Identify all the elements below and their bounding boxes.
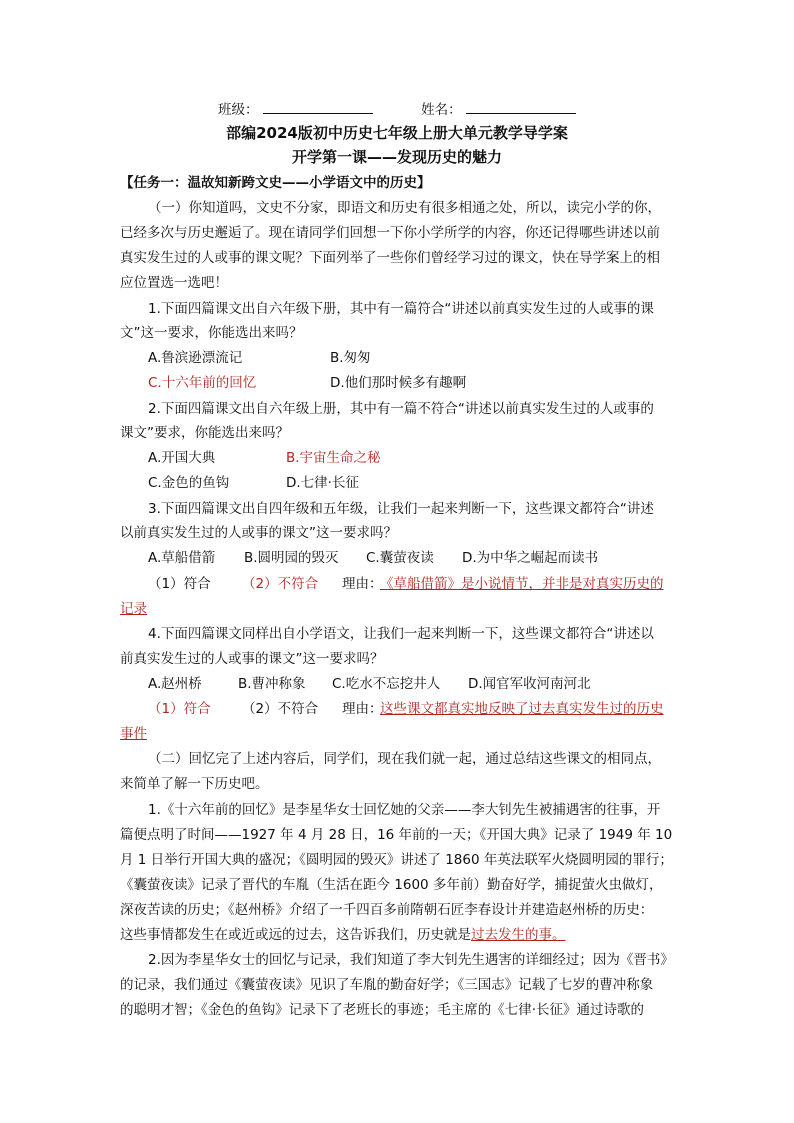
q4-line-1: 4.下面四篇课文同样出自小学语文，让我们一起来判断一下，这些课文都符合“讲述以: [148, 626, 654, 642]
name-blank[interactable]: [466, 100, 576, 114]
q4-choice-no[interactable]: （2）不符合: [242, 701, 319, 717]
p2-line-1: 2.因为李星华女士的回忆与记录，我们知道了李大钊先生遇害的详细经过；因为《晋书》: [148, 952, 674, 968]
q3-reason-label: 理由：: [342, 576, 383, 592]
q3-choice-no[interactable]: （2）不符合: [242, 576, 319, 592]
intro-line-1: （一）你知道吗，文史不分家，即语文和历史有很多相通之处，所以，读完小学的你，: [148, 200, 661, 216]
q4-line-2: 前真实发生过的人或事的课文”这一要求吗？: [120, 651, 384, 667]
p1-line-4: 《囊萤夜读》记录了晋代的车胤（生活在距今 1600 多年前）勤奋好学，捕捉萤火虫做灯，: [120, 877, 663, 893]
q4-option-b[interactable]: B.曹冲称象: [238, 676, 306, 692]
q4-option-c[interactable]: C.吃水不忘挖井人: [332, 676, 441, 692]
class-blank[interactable]: [263, 100, 373, 114]
q2-option-d[interactable]: D.七律·长征: [286, 475, 359, 491]
part2-line-1: （二）回忆完了上述内容后，同学们，现在我们就一起，通过总结这些课文的相同点，: [148, 751, 661, 767]
header-row: [218, 100, 778, 119]
p2-line-3: 的聪明才智；《金色的鱼钩》记录下了老班长的事迹；毛主席的《七律·长征》通过诗歌的: [120, 1002, 645, 1018]
q1-option-c[interactable]: C.十六年前的回忆: [148, 375, 257, 391]
p1-line-2: 篇便点明了时间——1927 年 4 月 28 日，16 年前的一天；《开国大典》记录了 1949 年 10: [120, 827, 673, 843]
q3-option-b[interactable]: B.圆明园的毁灭: [244, 550, 339, 566]
q3-option-d[interactable]: D.为中华之崛起而读书: [462, 550, 599, 566]
q4-reason-label: 理由：: [342, 701, 383, 717]
intro-line-2: 已经多次与历史邂逅了。现在请同学们回想一下你小学所学的内容，你还记得哪些讲述以前: [120, 225, 660, 241]
q1-line-2: 文”这一要求，你能选出来吗？: [120, 325, 303, 341]
q4-option-d[interactable]: D.闻官军收河南河北: [468, 676, 591, 692]
q3-option-a[interactable]: A.草船借箭: [148, 550, 216, 566]
doc-subtitle: 开学第一课——发现历史的魅力: [291, 148, 502, 166]
q3-reason-text: 《草船借箭》是小说情节，并非是对真实历史的: [380, 576, 664, 592]
p1-line-6-text: 这些事情都发生在或近或远的过去，这告诉我们，历史就是: [120, 927, 471, 943]
part2-line-2: 来简单了解一下历史吧。: [120, 776, 269, 792]
p1-line-3: 月 1 日举行开国大典的盛况；《圆明园的毁灭》讲述了 1860 年英法联军火烧圆明园的罪行；: [120, 852, 673, 868]
p1-line-6: [120, 926, 680, 944]
q3-reason-text-cont: 记录: [120, 601, 147, 617]
q4-option-a[interactable]: A.赵州桥: [148, 676, 202, 692]
q2-option-b[interactable]: B.宇宙生命之秘: [286, 450, 381, 466]
p2-line-2: 的记录，我们通过《囊萤夜读》见识了车胤的勤奋好学；《三国志》记载了七岁的曹冲称象: [120, 977, 654, 993]
task1-heading: 【任务一：温故知新跨文史——小学语文中的历史】: [120, 175, 431, 191]
q3-line-1: 3.下面四篇课文出自四年级和五年级，让我们一起来判断一下，这些课文都符合“讲述: [148, 501, 654, 517]
class-label: 班级：: [218, 102, 259, 118]
q1-option-a[interactable]: A.鲁滨逊漂流记: [148, 350, 243, 366]
q3-line-2: 以前真实发生过的人或事的课文”这一要求吗？: [120, 525, 397, 541]
q2-option-a[interactable]: A.开国大典: [148, 450, 216, 466]
p1-line-5: 深夜苦读的历史；《赵州桥》介绍了一千四百多前隋朝石匠李春设计并建造赵州桥的历史：: [120, 902, 654, 918]
p1-answer: 过去发生的事。: [471, 927, 566, 943]
intro-line-4: 应位置选一选吧！: [120, 275, 228, 291]
q2-line-1: 2.下面四篇课文出自六年级上册，其中有一篇不符合“讲述以前真实发生过的人或事的: [148, 401, 654, 417]
q1-option-b[interactable]: B.匆匆: [330, 350, 371, 366]
doc-title: 部编2024版初中历史七年级上册大单元教学导学案: [226, 124, 568, 142]
q3-choice-yes[interactable]: （1）符合: [148, 576, 211, 592]
p1-line-1: 1.《十六年前的回忆》是李星华女士回忆她的父亲——李大钊先生被捕遇害的往事，开: [148, 802, 661, 818]
q3-option-c[interactable]: C.囊萤夜读: [366, 550, 434, 566]
q1-line-1: 1.下面四篇课文出自六年级下册，其中有一篇符合“讲述以前真实发生过的人或事的课: [148, 301, 654, 317]
q4-reason-text-cont: 事件: [120, 726, 147, 742]
q1-option-d[interactable]: D.他们那时候多有趣啊: [330, 375, 467, 391]
name-label: 姓名：: [421, 102, 462, 118]
q4-choice-yes[interactable]: （1）符合: [148, 701, 211, 717]
q4-reason-text: 这些课文都真实地反映了过去真实发生过的历史: [380, 701, 664, 717]
q2-option-c[interactable]: C.金色的鱼钩: [148, 475, 230, 491]
intro-line-3: 真实发生过的人或事的课文呢？下面列举了一些你们曾经学习过的课文，快在导学案上的相: [120, 250, 660, 266]
q2-line-2: 课文”要求，你能选出来吗？: [120, 425, 289, 441]
